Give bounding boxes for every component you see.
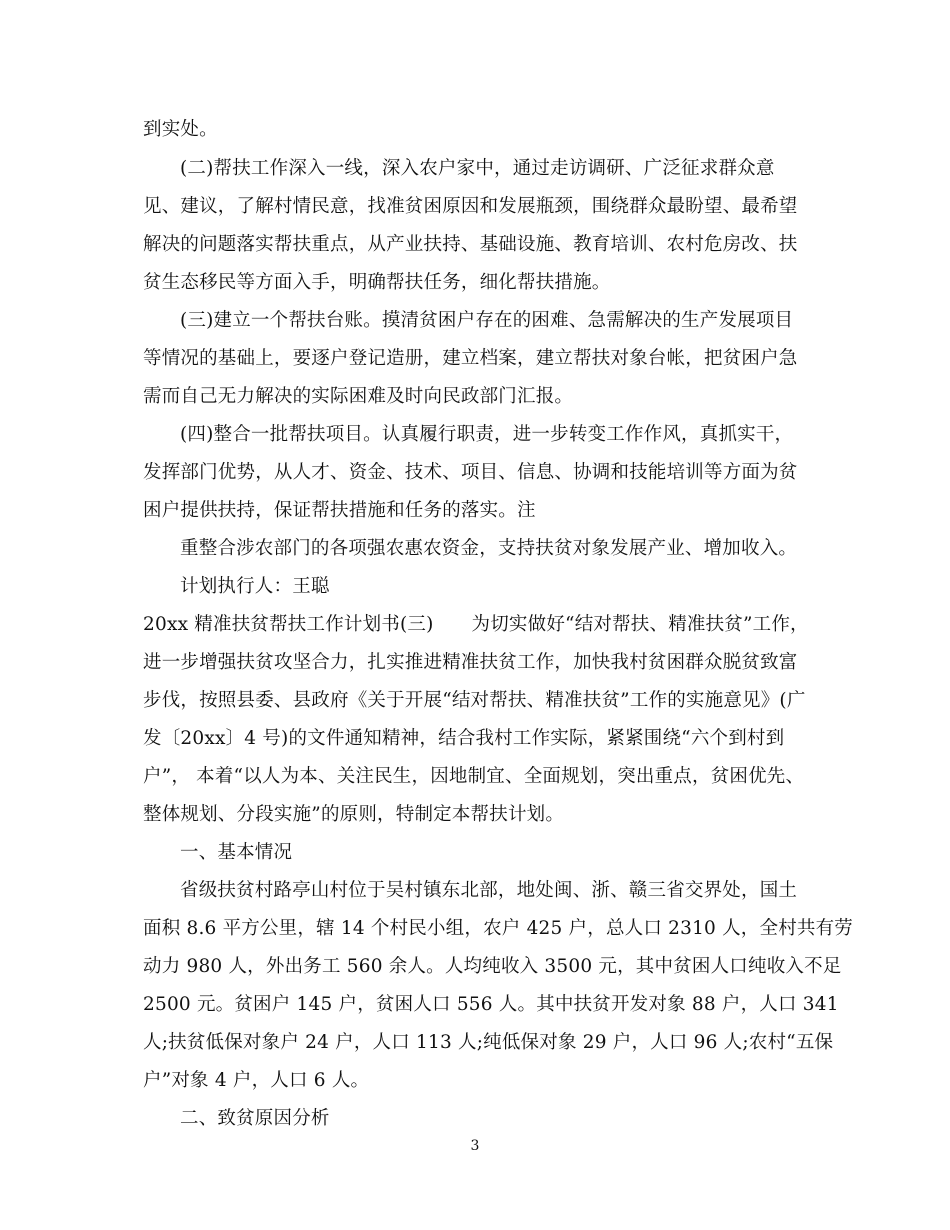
text-line: 见、建议，了解村情民意，找准贫困原因和发展瓶颈，围绕群众最盼望、最希望 [143, 196, 798, 217]
section-heading: 二、致贫原因分析 [180, 1108, 330, 1129]
text-line: 到实处。 [143, 119, 218, 140]
text-line: 面积 8.6 平方公里，辖 14 个村民小组，农户 425 户，总人口 2310 人，全村共有劳 [143, 918, 854, 939]
text-line: 发挥部门优势，从人才、资金、技术、项目、信息、协调和技能培训等方面为贫 [143, 462, 798, 483]
text-line: 计划执行人：王聪 [180, 576, 330, 597]
text-line: 需而自己无力解决的实际困难及时向民政部门汇报。 [143, 386, 574, 407]
text-line: 困户提供扶持，保证帮扶措施和任务的落实。注 [143, 500, 536, 521]
text-line: 整体规划、分段实施”的原则，特制定本帮扶计划。 [143, 804, 565, 825]
plan-title: 20xx 精准扶贫帮扶工作计划书(三) [143, 614, 434, 635]
text-line: 等情况的基础上，要逐户登记造册，建立档案，建立帮扶对象台帐，把贫困户急 [143, 348, 798, 369]
page-number: 3 [470, 1138, 480, 1154]
text-line: 省级扶贫村路亭山村位于吴村镇东北部，地处闽、浙、赣三省交界处，国土 [180, 880, 798, 901]
text-line: 解决的问题落实帮扶重点，从产业扶持、基础设施、教育培训、农村危房改、扶 [143, 234, 798, 255]
text-line: 为切实做好“结对帮扶、精准扶贫”工作， [471, 614, 809, 635]
text-line: 发〔20xx〕4 号)的文件通知精神，结合我村工作实际，紧紧围绕“六个到村到 [143, 728, 785, 749]
section-heading-line [143, 613, 809, 637]
text-line: (二)帮扶工作深入一线，深入农户家中，通过走访调研、广泛征求群众意 [180, 158, 775, 179]
text-line: 贫生态移民等方面入手，明确帮扶任务，细化帮扶措施。 [143, 272, 611, 293]
text-line: 步伐，按照县委、县政府《关于开展“结对帮扶、精准扶贫”工作的实施意见》(广 [143, 690, 806, 711]
text-line: 户”对象 4 户，人口 6 人。 [143, 1070, 370, 1091]
section-heading: 一、基本情况 [180, 842, 293, 863]
text-line: (三)建立一个帮扶台账。摸清贫困户存在的困难、急需解决的生产发展项目 [180, 310, 794, 331]
text-line: 动力 980 人，外出务工 560 余人。人均纯收入 3500 元，其中贫困人口纯收入不足 [143, 956, 842, 977]
text-line: (四)整合一批帮扶项目。认真履行职责，进一步转变工作作风，真抓实干， [180, 424, 794, 445]
text-line: 人;扶贫低保对象户 24 户，人口 113 人;纯低保对象 29 户，人口 96 人;农村“五保 [143, 1032, 834, 1053]
text-line: 重整合涉农部门的各项强农惠农资金，支持扶贫对象发展产业、增加收入。 [180, 538, 798, 559]
text-line: 进一步增强扶贫攻坚合力，扎实推进精准扶贫工作，加快我村贫困群众脱贫致富 [143, 652, 798, 673]
text-line: 2500 元。贫困户 145 户，贫困人口 556 人。其中扶贫开发对象 88 户，人口 341 [143, 994, 839, 1015]
text-line: 户”， 本着“以人为本、关注民生，因地制宜、全面规划，突出重点，贫困优先、 [143, 766, 805, 787]
